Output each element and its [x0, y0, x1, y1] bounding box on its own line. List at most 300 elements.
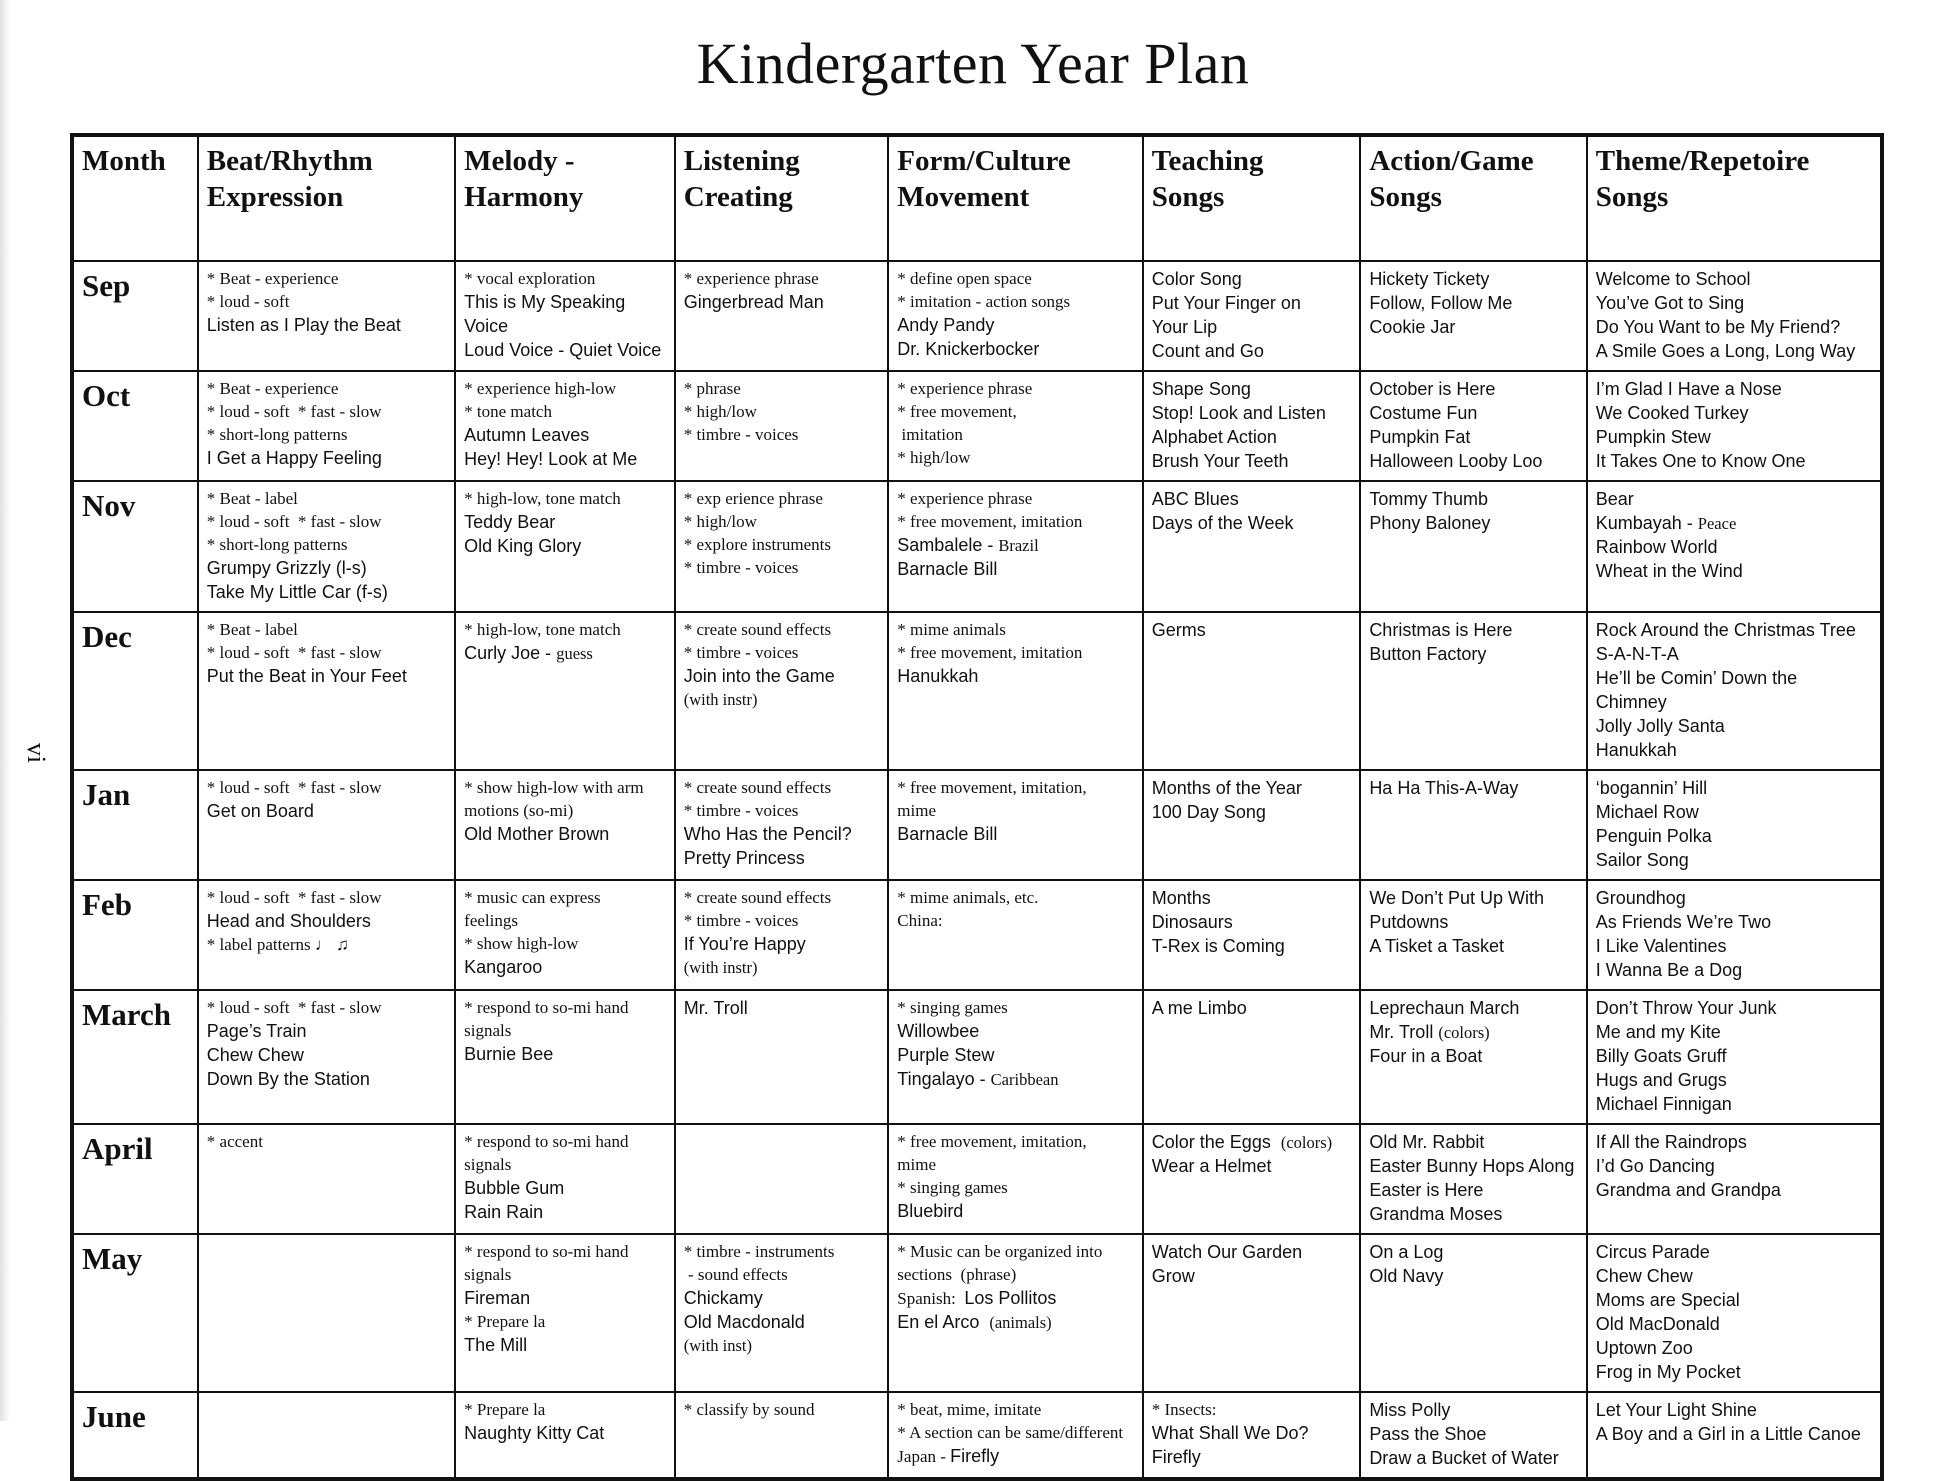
- plan-cell-line: Months of the Year: [1151, 778, 1302, 798]
- month-label: Sep: [72, 261, 198, 371]
- plan-cell-line: Old Macdonald: [683, 1312, 805, 1332]
- plan-cell-line: * classify by sound: [683, 1400, 815, 1419]
- plan-cell-line: Take My Little Car (f-s): [206, 582, 388, 602]
- plan-cell: [198, 371, 455, 481]
- plan-cell-line: * create sound effects: [683, 888, 832, 907]
- plan-cell-line: ‘bogannin’ Hill: [1595, 778, 1708, 798]
- plan-cell-line: mime: [897, 801, 936, 820]
- plan-cell: [455, 261, 675, 371]
- plan-cell: [888, 990, 1142, 1124]
- month-label: Nov: [72, 481, 198, 612]
- plan-cell-line: Chew Chew: [1595, 1266, 1693, 1286]
- plan-cell-line: Fireman: [464, 1288, 531, 1308]
- plan-cell: [1143, 612, 1361, 770]
- plan-cell-line: * loud - soft * fast - slow: [206, 643, 382, 662]
- plan-cell-line: Pumpkin Stew: [1595, 427, 1711, 447]
- plan-cell-line: Groundhog: [1595, 888, 1686, 908]
- plan-cell-line: Grow: [1151, 1266, 1195, 1286]
- plan-cell-line: signals: [464, 1265, 512, 1284]
- plan-cell-line: Let Your Light Shine: [1595, 1400, 1757, 1420]
- scan-edge-shadow: [0, 0, 10, 1421]
- plan-cell-line: Dr. Knickerbocker: [897, 339, 1040, 359]
- plan-cell: [455, 1124, 675, 1234]
- plan-cell-line: (with inst): [683, 1336, 752, 1355]
- plan-cell-line: Old King Glory: [464, 536, 582, 556]
- plan-cell: [1587, 481, 1882, 612]
- plan-cell-line: * Beat - experience: [206, 379, 339, 398]
- col-header-melody-harmony: Melody - Harmony: [455, 135, 675, 261]
- plan-cell-line: A Tisket a Tasket: [1369, 936, 1505, 956]
- col-header-beat-rhythm-expression: Beat/Rhythm Expression: [198, 135, 455, 261]
- plan-cell-line: Frog in My Pocket: [1595, 1362, 1741, 1382]
- plan-cell-line: * loud - soft * fast - slow: [206, 998, 382, 1017]
- plan-cell-line: Do You Want to be My Friend?: [1595, 317, 1841, 337]
- plan-cell-line: mime: [897, 1155, 936, 1174]
- plan-cell-line: Grandma Moses: [1369, 1204, 1503, 1224]
- plan-cell-line: * Beat - label: [206, 620, 298, 639]
- year-plan-table: [70, 133, 1884, 1481]
- plan-cell-line: Who Has the Pencil?: [683, 824, 852, 844]
- plan-cell-line: I’d Go Dancing: [1595, 1156, 1715, 1176]
- plan-cell: [675, 481, 889, 612]
- plan-cell-line: Pumpkin Fat: [1369, 427, 1471, 447]
- plan-cell-line: Phony Baloney: [1369, 513, 1491, 533]
- plan-cell-line: Hanukkah: [1595, 740, 1677, 760]
- plan-cell-line: Count and Go: [1151, 341, 1264, 361]
- plan-cell-line: * music can express: [464, 888, 601, 907]
- header-row: [72, 135, 1882, 261]
- plan-cell: [888, 481, 1142, 612]
- plan-cell-line: October is Here: [1369, 379, 1496, 399]
- plan-cell-line: Leprechaun March: [1369, 998, 1520, 1018]
- plan-cell: [198, 612, 455, 770]
- plan-cell-line: Button Factory: [1369, 644, 1487, 664]
- plan-cell-line: He’ll be Comin’ Down the Chimney: [1595, 668, 1803, 712]
- plan-cell-line: - sound effects: [683, 1265, 788, 1284]
- plan-cell: [888, 371, 1142, 481]
- plan-cell-line: Tommy Thumb: [1369, 489, 1489, 509]
- plan-cell-line: What Shall We Do?: [1151, 1423, 1309, 1443]
- plan-cell: [198, 1392, 455, 1479]
- plan-cell-line: I Like Valentines: [1595, 936, 1727, 956]
- plan-cell: [1587, 990, 1882, 1124]
- plan-cell-line: * loud - soft * fast - slow: [206, 512, 382, 531]
- plan-cell: [888, 1234, 1142, 1392]
- plan-cell-line: Head and Shoulders: [206, 911, 371, 931]
- plan-cell: [455, 481, 675, 612]
- plan-cell-line: * Prepare la: [464, 1312, 546, 1331]
- plan-cell-line: * experience high-low: [464, 379, 617, 398]
- plan-cell-line: * Music can be organized into: [897, 1242, 1103, 1261]
- plan-cell-line: * free movement, imitation: [897, 643, 1083, 662]
- plan-cell-line: * label patterns ♩ ♫: [206, 935, 349, 954]
- plan-cell-line: Old Mother Brown: [464, 824, 610, 844]
- plan-cell-line: * free movement, imitation: [897, 512, 1083, 531]
- plan-cell: [1360, 770, 1586, 880]
- plan-cell-line: A me Limbo: [1151, 998, 1247, 1018]
- plan-cell-line: Teddy Bear: [464, 512, 556, 532]
- plan-cell: [1587, 770, 1882, 880]
- plan-cell: [675, 770, 889, 880]
- plan-cell-line: Miss Polly: [1369, 1400, 1451, 1420]
- plan-cell-line: * free movement, imitation,: [897, 1132, 1087, 1151]
- plan-cell-line: Get on Board: [206, 801, 314, 821]
- plan-cell-line: Kumbayah - Peace: [1595, 513, 1737, 533]
- plan-cell-line: A Smile Goes a Long, Long Way: [1595, 341, 1856, 361]
- plan-cell-line: Billy Goats Gruff: [1595, 1046, 1727, 1066]
- plan-cell-line: Jolly Jolly Santa: [1595, 716, 1725, 736]
- plan-cell-line: A Boy and a Girl in a Little Canoe: [1595, 1424, 1861, 1444]
- plan-cell-line: signals: [464, 1021, 512, 1040]
- plan-cell-line: Old Mr. Rabbit: [1369, 1132, 1485, 1152]
- plan-cell-line: Circus Parade: [1595, 1242, 1710, 1262]
- plan-cell: [455, 990, 675, 1124]
- plan-cell-line: * exp erience phrase: [683, 489, 823, 508]
- plan-cell-line: Michael Finnigan: [1595, 1094, 1732, 1114]
- plan-cell-line: * create sound effects: [683, 778, 832, 797]
- plan-cell-line: * define open space: [897, 269, 1032, 288]
- plan-cell-line: Page’s Train: [206, 1021, 307, 1041]
- plan-cell-line: * high-low, tone match: [464, 489, 621, 508]
- plan-cell-line: * tone match: [464, 402, 552, 421]
- plan-cell-line: * high/low: [683, 512, 757, 531]
- plan-cell-line: * timbre - voices: [683, 425, 799, 444]
- plan-cell: [888, 1392, 1142, 1479]
- col-header-action-game-songs: Action/Game Songs: [1360, 135, 1586, 261]
- plan-cell-line: Sailor Song: [1595, 850, 1689, 870]
- plan-cell-line: * Beat - label: [206, 489, 298, 508]
- plan-cell: [455, 770, 675, 880]
- plan-cell: [198, 261, 455, 371]
- plan-cell-line: Rainbow World: [1595, 537, 1718, 557]
- plan-cell-line: Wear a Helmet: [1151, 1156, 1272, 1176]
- plan-cell: [1360, 371, 1586, 481]
- plan-cell-line: Barnacle Bill: [897, 559, 998, 579]
- plan-cell-line: Grumpy Grizzly (l-s): [206, 558, 367, 578]
- plan-cell-line: Naughty Kitty Cat: [464, 1423, 605, 1443]
- plan-cell-line: * imitation - action songs: [897, 292, 1071, 311]
- plan-cell-line: China:: [897, 911, 943, 930]
- plan-cell: [888, 1124, 1142, 1234]
- plan-cell-line: It Takes One to Know One: [1595, 451, 1806, 471]
- plan-cell-line: Michael Row: [1595, 802, 1699, 822]
- plan-cell-line: * free movement, imitation,: [897, 778, 1087, 797]
- plan-cell: [1143, 770, 1361, 880]
- plan-cell-line: * short-long patterns: [206, 425, 348, 444]
- plan-cell-line: * timbre - voices: [683, 643, 799, 662]
- plan-cell-line: * singing games: [897, 1178, 1008, 1197]
- plan-cell-line: T-Rex is Coming: [1151, 936, 1285, 956]
- plan-cell-line: 100 Day Song: [1151, 802, 1266, 822]
- plan-cell-line: Bubble Gum: [464, 1178, 565, 1198]
- plan-cell-line: Cookie Jar: [1369, 317, 1456, 337]
- plan-cell-line: Japan - Firefly: [897, 1446, 1000, 1466]
- plan-cell-line: * loud - soft * fast - slow: [206, 402, 382, 421]
- plan-cell-line: We Cooked Turkey: [1595, 403, 1749, 423]
- plan-cell: [1143, 481, 1361, 612]
- plan-cell-line: Join into the Game: [683, 666, 835, 686]
- plan-cell: [1143, 990, 1361, 1124]
- plan-cell-line: * high-low, tone match: [464, 620, 621, 639]
- plan-cell-line: * singing games: [897, 998, 1008, 1017]
- plan-cell-line: Firefly: [1151, 1447, 1201, 1467]
- plan-cell-line: * phrase: [683, 379, 741, 398]
- table-header: [72, 135, 1882, 261]
- plan-cell-line: Hickety Tickety: [1369, 269, 1490, 289]
- plan-cell-line: * loud - soft: [206, 292, 290, 311]
- plan-cell: [198, 1234, 455, 1392]
- plan-cell: [888, 261, 1142, 371]
- plan-cell-line: * free movement,: [897, 402, 1017, 421]
- plan-cell: [888, 770, 1142, 880]
- plan-cell-line: Old Navy: [1369, 1266, 1444, 1286]
- table-body: [72, 261, 1882, 1479]
- plan-cell: [1587, 1124, 1882, 1234]
- plan-cell-line: Bear: [1595, 489, 1634, 509]
- plan-cell: [455, 1392, 675, 1479]
- plan-cell-line: * show high-low: [464, 934, 579, 953]
- plan-cell-line: Draw a Bucket of Water: [1369, 1448, 1559, 1468]
- plan-cell: [675, 990, 889, 1124]
- table-row-sep: [72, 261, 1882, 371]
- plan-cell-line: feelings: [464, 911, 518, 930]
- plan-cell-line: Purple Stew: [897, 1045, 995, 1065]
- plan-cell-line: Rock Around the Christmas Tree: [1595, 620, 1856, 640]
- plan-cell-line: Penguin Polka: [1595, 826, 1712, 846]
- plan-cell-line: I Wanna Be a Dog: [1595, 960, 1743, 980]
- plan-cell-line: Down By the Station: [206, 1069, 370, 1089]
- col-header-form-culture-movement: Form/Culture Movement: [888, 135, 1142, 261]
- month-label: Jan: [72, 770, 198, 880]
- plan-cell-line: Grandma and Grandpa: [1595, 1180, 1781, 1200]
- plan-cell-line: * Insects:: [1151, 1400, 1217, 1419]
- plan-cell-line: Easter is Here: [1369, 1180, 1484, 1200]
- plan-cell-line: En el Arco (animals): [897, 1312, 1052, 1332]
- plan-cell-line: * timbre - instruments: [683, 1242, 835, 1261]
- plan-cell-line: If All the Raindrops: [1595, 1132, 1747, 1152]
- plan-cell-line: * create sound effects: [683, 620, 832, 639]
- plan-cell-line: Burnie Bee: [464, 1044, 554, 1064]
- table-row-dec: [72, 612, 1882, 770]
- month-label: Feb: [72, 880, 198, 990]
- plan-cell-line: Put Your Finger on: [1151, 293, 1301, 313]
- plan-cell-line: Hugs and Grugs: [1595, 1070, 1727, 1090]
- plan-cell-line: * timbre - voices: [683, 801, 799, 820]
- plan-cell-line: signals: [464, 1155, 512, 1174]
- plan-cell-line: * loud - soft * fast - slow: [206, 778, 382, 797]
- month-label: April: [72, 1124, 198, 1234]
- plan-cell-line: Easter Bunny Hops Along: [1369, 1156, 1575, 1176]
- plan-cell: [1587, 880, 1882, 990]
- plan-cell: [675, 1234, 889, 1392]
- plan-cell-line: Welcome to School: [1595, 269, 1751, 289]
- plan-cell-line: Costume Fun: [1369, 403, 1478, 423]
- plan-cell-line: Curly Joe - guess: [464, 643, 593, 663]
- plan-cell-line: The Mill: [464, 1335, 528, 1355]
- plan-cell: [1587, 1234, 1882, 1392]
- plan-cell-line: Mr. Troll: [683, 998, 748, 1018]
- plan-cell: [1360, 1124, 1586, 1234]
- plan-cell-line: This is My Speaking Voice: [464, 292, 631, 336]
- plan-cell-line: Pass the Shoe: [1369, 1424, 1487, 1444]
- table-row-nov: [72, 481, 1882, 612]
- plan-cell-line: * Beat - experience: [206, 269, 339, 288]
- plan-cell-line: Christmas is Here: [1369, 620, 1513, 640]
- plan-cell-line: Your Lip: [1151, 317, 1218, 337]
- plan-cell-line: * A section can be same/different: [897, 1423, 1124, 1442]
- plan-cell: [1360, 1234, 1586, 1392]
- plan-cell-line: Pretty Princess: [683, 848, 805, 868]
- plan-cell-line: Color Song: [1151, 269, 1242, 289]
- plan-cell-line: Shape Song: [1151, 379, 1251, 399]
- col-header-listening-creating: Listening Creating: [675, 135, 889, 261]
- plan-cell-line: Hanukkah: [897, 666, 979, 686]
- plan-cell-line: * experience phrase: [897, 489, 1033, 508]
- plan-cell: [675, 612, 889, 770]
- plan-cell-line: Dinosaurs: [1151, 912, 1233, 932]
- plan-cell-line: Brush Your Teeth: [1151, 451, 1289, 471]
- plan-cell-line: Four in a Boat: [1369, 1046, 1483, 1066]
- plan-cell: [455, 1234, 675, 1392]
- plan-cell: [675, 880, 889, 990]
- plan-cell-line: * respond to so-mi hand: [464, 1242, 629, 1261]
- plan-cell-line: Kangaroo: [464, 957, 543, 977]
- plan-cell: [198, 770, 455, 880]
- plan-cell: [1587, 261, 1882, 371]
- plan-cell: [675, 261, 889, 371]
- plan-cell-line: Don’t Throw Your Junk: [1595, 998, 1777, 1018]
- plan-cell-line: * experience phrase: [683, 269, 819, 288]
- plan-cell-line: Me and my Kite: [1595, 1022, 1721, 1042]
- plan-cell: [455, 371, 675, 481]
- table-row-oct: [72, 371, 1882, 481]
- plan-cell-line: Autumn Leaves: [464, 425, 590, 445]
- plan-cell-line: * respond to so-mi hand: [464, 998, 629, 1017]
- plan-cell-line: Days of the Week: [1151, 513, 1294, 533]
- plan-cell-line: * respond to so-mi hand: [464, 1132, 629, 1151]
- plan-cell-line: * high/low: [897, 448, 971, 467]
- table-row-jan: [72, 770, 1882, 880]
- plan-cell: [1360, 481, 1586, 612]
- month-label: June: [72, 1392, 198, 1479]
- plan-cell-line: I Get a Happy Feeling: [206, 448, 382, 468]
- plan-cell-line: Old MacDonald: [1595, 1314, 1720, 1334]
- plan-cell-line: You’ve Got to Sing: [1595, 293, 1745, 313]
- page-number: vi: [22, 742, 52, 764]
- plan-cell-line: * mime animals, etc.: [897, 888, 1039, 907]
- plan-cell-line: Chickamy: [683, 1288, 763, 1308]
- table-row-feb: [72, 880, 1882, 990]
- plan-cell: [1587, 371, 1882, 481]
- plan-cell-line: As Friends We’re Two: [1595, 912, 1772, 932]
- plan-cell-line: (with instr): [683, 690, 758, 709]
- plan-cell: [1360, 880, 1586, 990]
- col-header-month: Month: [72, 135, 198, 261]
- plan-cell: [198, 990, 455, 1124]
- plan-cell-line: Listen as I Play the Beat: [206, 315, 401, 335]
- plan-cell: [675, 1124, 889, 1234]
- plan-cell-line: Andy Pandy: [897, 315, 995, 335]
- plan-cell: [1143, 261, 1361, 371]
- plan-cell-line: Mr. Troll (colors): [1369, 1022, 1490, 1042]
- plan-cell-line: * show high-low with arm: [464, 778, 644, 797]
- plan-cell-line: Watch Our Garden: [1151, 1242, 1303, 1262]
- page-title: Kindergarten Year Plan: [696, 31, 1250, 96]
- plan-cell-line: * beat, mime, imitate: [897, 1400, 1042, 1419]
- plan-cell-line: We Don’t Put Up With: [1369, 888, 1545, 908]
- plan-cell: [198, 880, 455, 990]
- plan-cell-line: Ha Ha This-A-Way: [1369, 778, 1519, 798]
- plan-cell-line: Follow, Follow Me: [1369, 293, 1513, 313]
- plan-cell-line: Rain Rain: [464, 1202, 544, 1222]
- plan-cell-line: Spanish: Los Pollitos: [897, 1288, 1057, 1308]
- plan-cell: [1360, 1392, 1586, 1479]
- plan-cell-line: Stop! Look and Listen: [1151, 403, 1326, 423]
- plan-cell-line: If You’re Happy: [683, 934, 806, 954]
- plan-cell-line: * mime animals: [897, 620, 1006, 639]
- col-header-teaching-songs: Teaching Songs: [1143, 135, 1361, 261]
- plan-cell: [1143, 371, 1361, 481]
- col-header-theme-repetoire-songs: Theme/Repetoire Songs: [1587, 135, 1882, 261]
- plan-cell-line: * timbre - voices: [683, 558, 799, 577]
- plan-cell-line: Hey! Hey! Look at Me: [464, 449, 638, 469]
- plan-cell-line: Chew Chew: [206, 1045, 304, 1065]
- month-label: Oct: [72, 371, 198, 481]
- plan-cell-line: * explore instruments: [683, 535, 832, 554]
- table-row-april: [72, 1124, 1882, 1234]
- plan-cell-line: imitation: [897, 425, 963, 444]
- plan-cell-line: Halloween Looby Loo: [1369, 451, 1543, 471]
- month-label: March: [72, 990, 198, 1124]
- plan-cell: [1360, 612, 1586, 770]
- month-label: May: [72, 1234, 198, 1392]
- table-row-march: [72, 990, 1882, 1124]
- plan-cell-line: Alphabet Action: [1151, 427, 1277, 447]
- plan-cell: [675, 1392, 889, 1479]
- plan-cell: [198, 1124, 455, 1234]
- plan-cell-line: sections (phrase): [897, 1265, 1017, 1284]
- plan-cell: [1143, 1392, 1361, 1479]
- plan-cell-line: Months: [1151, 888, 1211, 908]
- plan-cell-line: Loud Voice - Quiet Voice: [464, 340, 662, 360]
- plan-cell-line: I’m Glad I Have a Nose: [1595, 379, 1782, 399]
- plan-cell-line: On a Log: [1369, 1242, 1444, 1262]
- plan-cell-line: * Prepare la: [464, 1400, 546, 1419]
- table-row-june: [72, 1392, 1882, 1479]
- plan-cell-line: * experience phrase: [897, 379, 1033, 398]
- plan-cell-line: Willowbee: [897, 1021, 980, 1041]
- plan-cell-line: * accent: [206, 1132, 263, 1151]
- plan-cell-line: Tingalayo - Caribbean: [897, 1069, 1059, 1089]
- plan-cell: [888, 612, 1142, 770]
- plan-cell-line: S-A-N-T-A: [1595, 644, 1679, 664]
- plan-cell: [198, 481, 455, 612]
- plan-cell-line: Barnacle Bill: [897, 824, 998, 844]
- plan-cell: [1587, 612, 1882, 770]
- plan-cell: [455, 880, 675, 990]
- plan-cell: [1143, 1234, 1361, 1392]
- plan-cell: [1143, 1124, 1361, 1234]
- plan-cell: [675, 371, 889, 481]
- plan-cell-line: Wheat in the Wind: [1595, 561, 1743, 581]
- plan-cell-line: Put the Beat in Your Feet: [206, 666, 407, 686]
- plan-cell: [1360, 261, 1586, 371]
- plan-cell: [1360, 990, 1586, 1124]
- plan-cell-line: Color the Eggs (colors): [1151, 1132, 1333, 1152]
- plan-cell: [888, 880, 1142, 990]
- plan-cell-line: Putdowns: [1369, 912, 1449, 932]
- plan-cell-line: Moms are Special: [1595, 1290, 1740, 1310]
